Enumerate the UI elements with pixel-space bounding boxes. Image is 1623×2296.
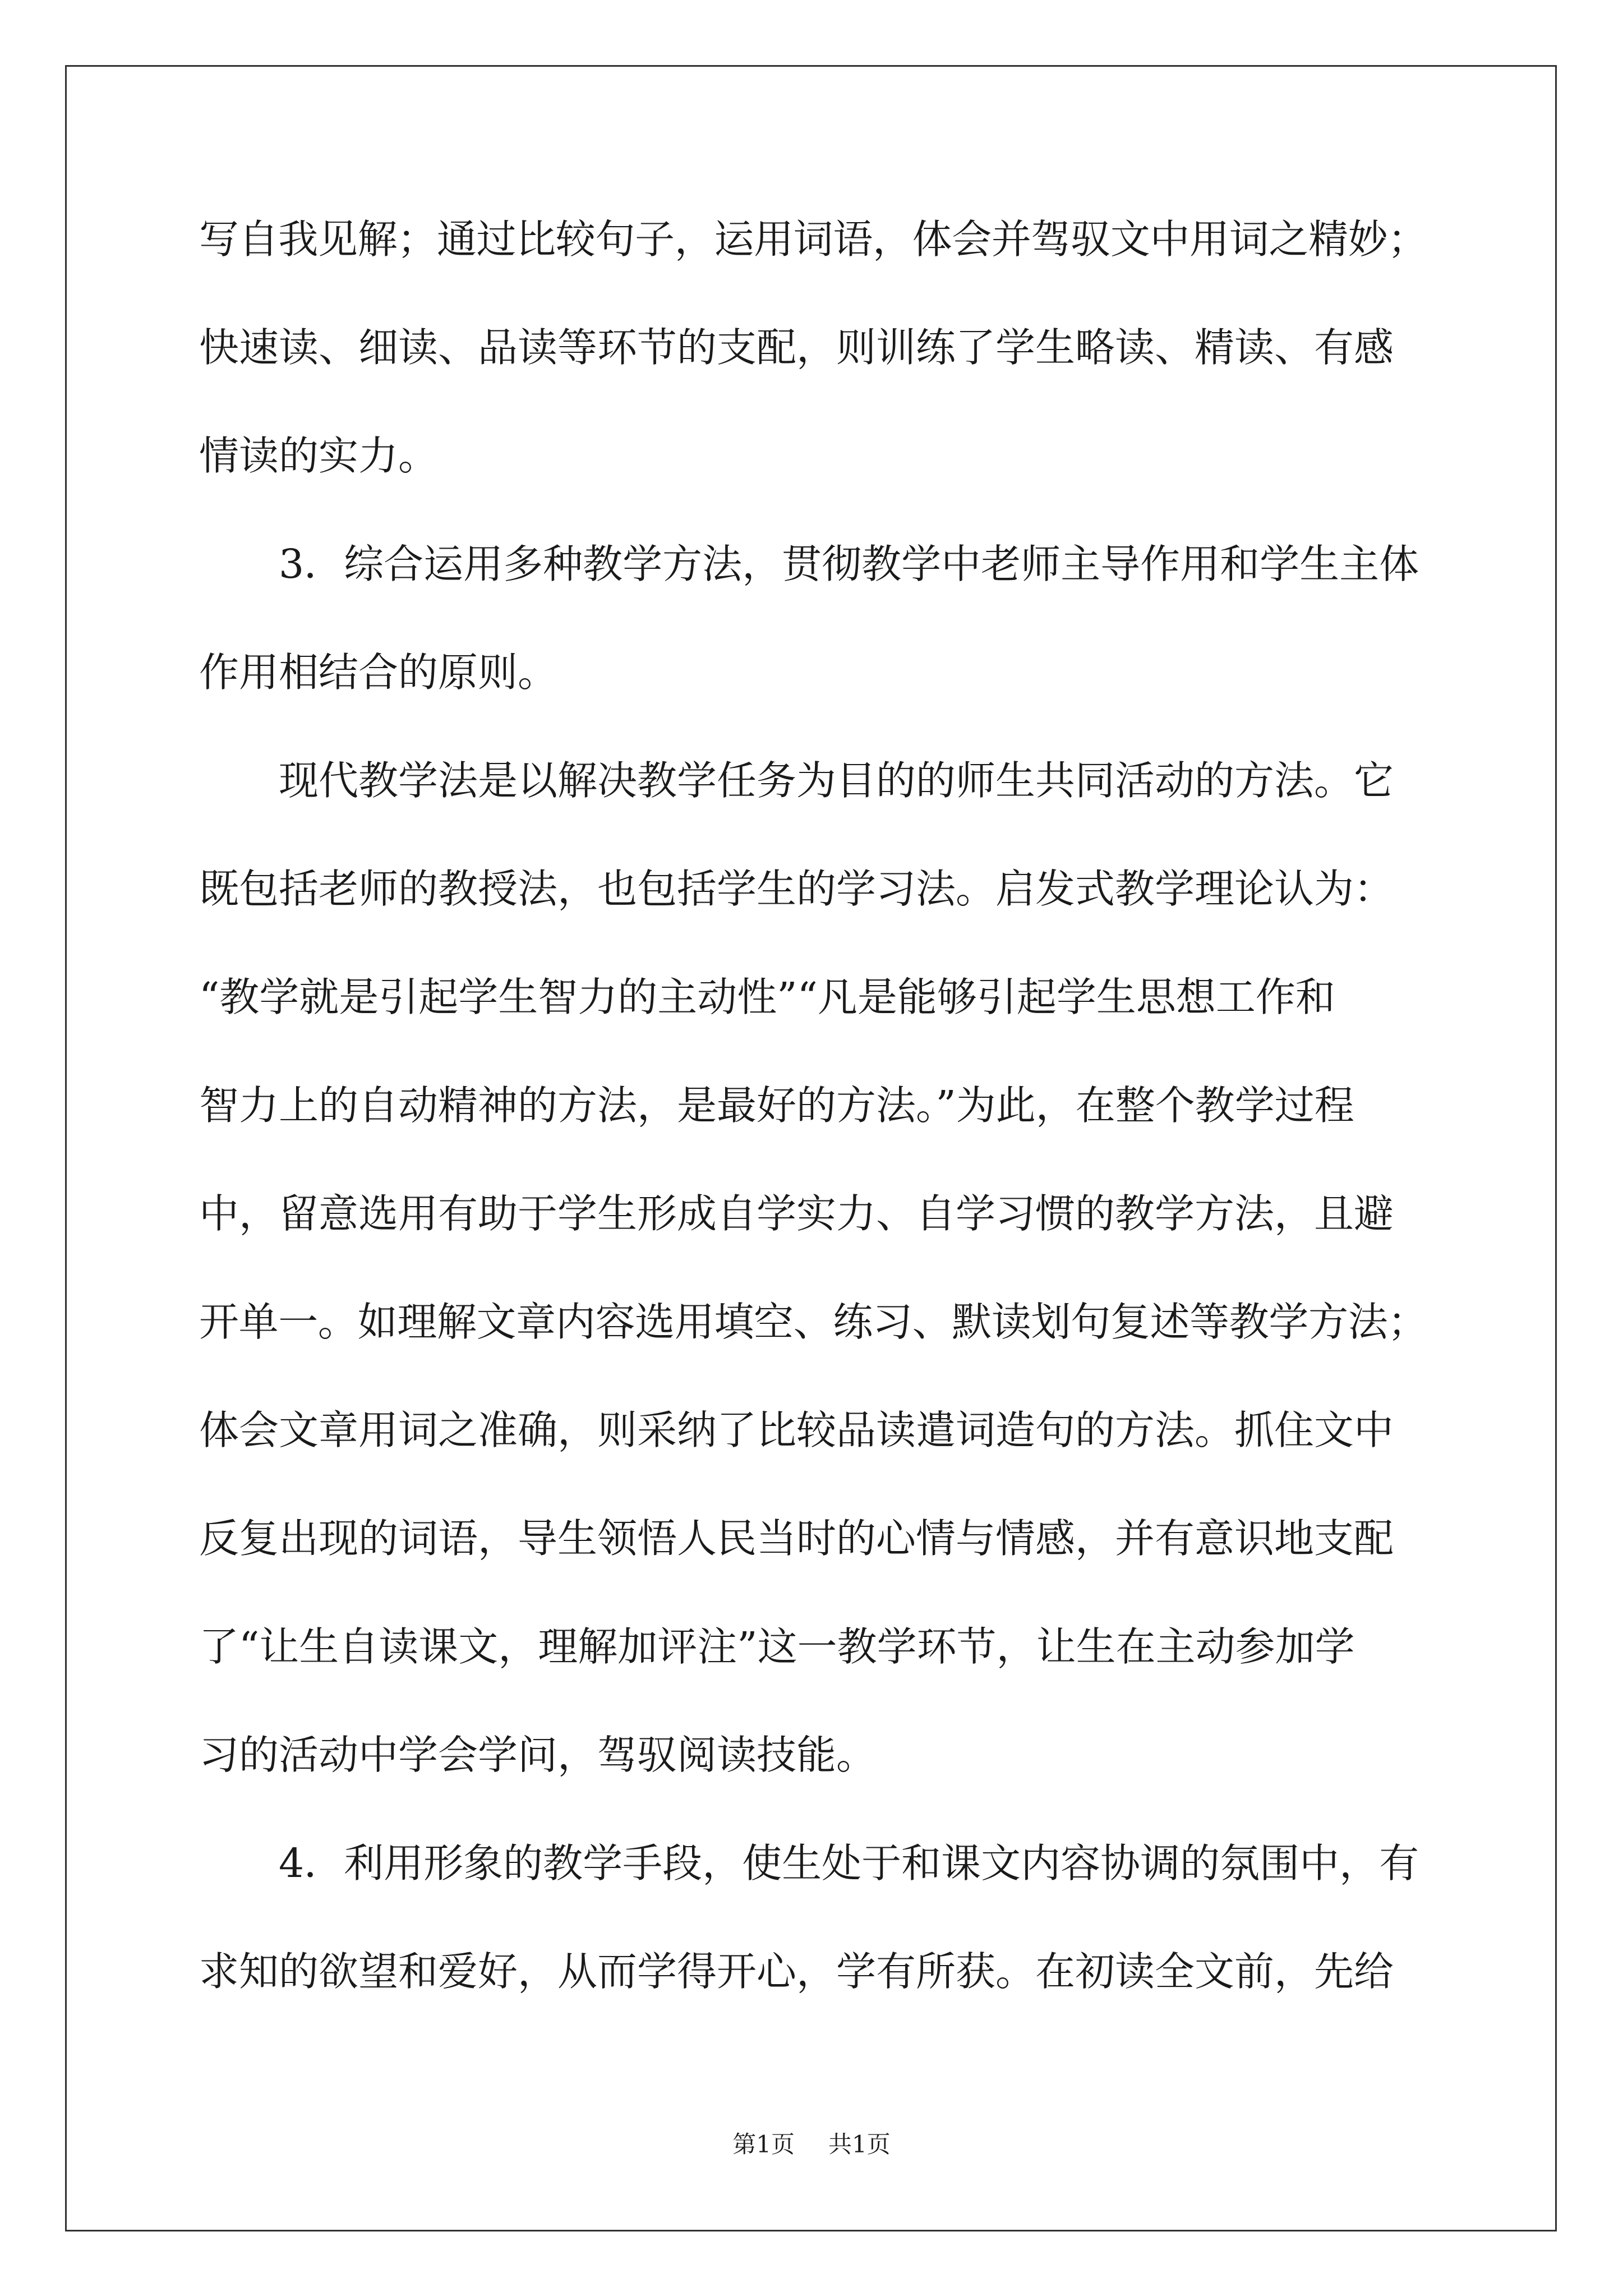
document-body — [199, 185, 1427, 2026]
text-line: 体会文章用词之准确，则采纳了比较品读遣词造句的方法。抓住文中 — [199, 1407, 1394, 1453]
text-line: 现代教学法是以解决教学任务为目的的师生共同活动的方法。它 — [199, 757, 1394, 804]
text-line: 3．综合运用多种教学方法，贯彻教学中老师主导作用和学生主体 — [199, 541, 1419, 587]
text-line: 4．利用形象的教学手段，使生处于和课文内容协调的氛围中，有 — [199, 1840, 1419, 1887]
text-line: 智力上的自动精神的方法，是最好的方法。”为此，在整个教学过程 — [199, 1082, 1354, 1129]
text-line: 反复出现的词语，导生领悟人民当时的心情与情感，并有意识地支配 — [199, 1515, 1394, 1562]
text-line: 快速读、细读、品读等环节的支配，则训练了学生略读、精读、有感 — [199, 324, 1394, 371]
text-line: 作用相结合的原则。 — [199, 649, 558, 696]
text-line: 情读的实力。 — [199, 432, 439, 479]
text-line: 中，留意选用有助于学生形成自学实力、自学习惯的教学方法，且避 — [199, 1190, 1394, 1237]
page-number-current: 第1页 — [732, 2131, 795, 2158]
text-line: 既包括老师的教授法，也包括学生的学习法。启发式教学理论认为： — [199, 866, 1394, 912]
text-line: 求知的欲望和爱好，从而学得开心，学有所获。在初读全文前，先给 — [199, 1948, 1394, 1995]
text-line: 写自我见解；通过比较句子，运用词语，体会并驾驭文中用词之精妙； — [199, 216, 1428, 263]
text-line: “教学就是引起学生智力的主动性”“凡是能够引起学生思想工作和 — [199, 974, 1335, 1020]
text-line: 习的活动中学会学问，驾驭阅读技能。 — [199, 1732, 877, 1778]
page-number-total: 共1页 — [828, 2131, 891, 2158]
text-line: 了“让生自读课文，理解加评注”这一教学环节，让生在主动参加学 — [199, 1623, 1355, 1670]
page-footer — [0, 2126, 1623, 2160]
text-line: 开单一。如理解文章内容选用填空、练习、默读划句复述等教学方法； — [199, 1299, 1428, 1345]
